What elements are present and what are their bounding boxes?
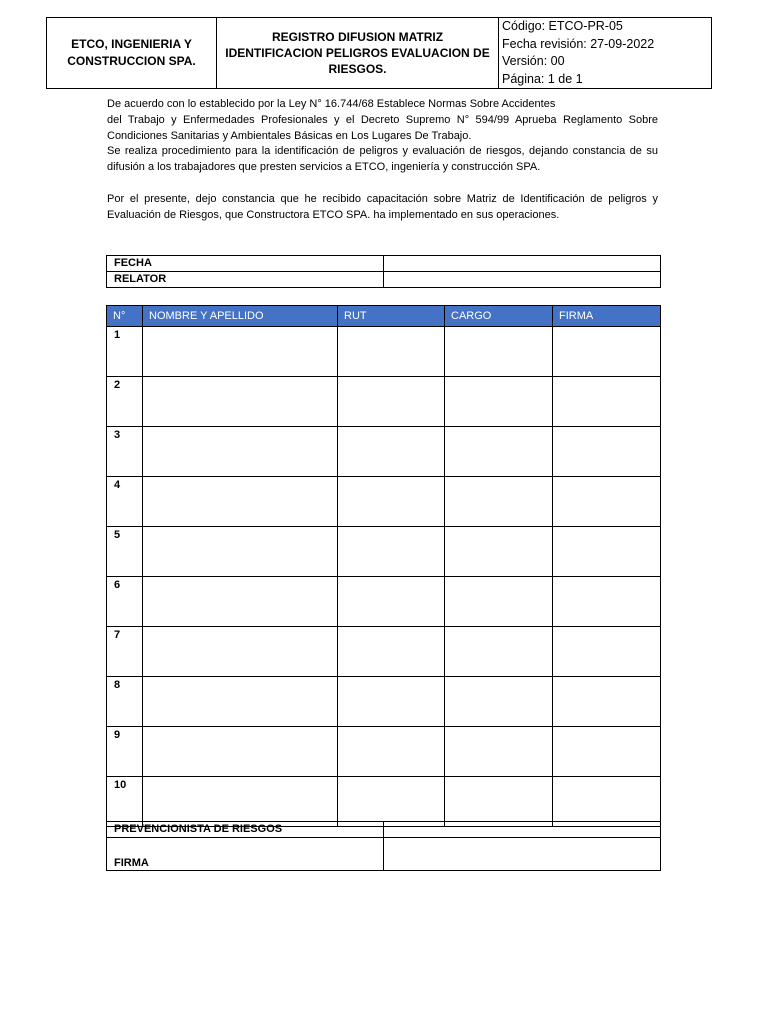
name-cell[interactable] — [143, 377, 338, 427]
cargo-cell[interactable] — [445, 427, 553, 477]
document-control-cell — [499, 18, 712, 89]
intro-line: Se realiza procedimiento para la identificación de peligros y evaluación de riesgos, dejando constancia de su — [107, 145, 658, 158]
intro-line: Evaluación de Riesgos, que Constructora ETCO SPA. ha implementado en sus operaciones. — [107, 208, 560, 221]
firma-cell[interactable] — [553, 577, 661, 627]
intro-line: del Trabajo y Enfermedades Profesionales y el Decreto Supremo N° 594/99 Aprueba Reglamento Sobre — [107, 113, 658, 126]
revision-date: Fecha revisión: 27-09-2022 — [502, 36, 655, 51]
row-number: 2 — [107, 377, 143, 427]
document-header — [46, 17, 712, 89]
column-header-cargo: CARGO — [445, 306, 553, 327]
rut-cell[interactable] — [338, 577, 445, 627]
firma-cell[interactable] — [553, 627, 661, 677]
attendance-header-row — [107, 306, 661, 327]
name-cell[interactable] — [143, 727, 338, 777]
cargo-cell[interactable] — [445, 327, 553, 377]
fecha-label: FECHA — [107, 256, 384, 272]
table-row — [107, 727, 661, 777]
firma-cell[interactable] — [553, 677, 661, 727]
rut-cell[interactable] — [338, 727, 445, 777]
column-header-rut: RUT — [338, 306, 445, 327]
table-row — [107, 577, 661, 627]
row-number: 8 — [107, 677, 143, 727]
column-header-firma: FIRMA — [553, 306, 661, 327]
firma-cell[interactable] — [553, 777, 661, 827]
document-code: Código: ETCO-PR-05 — [502, 19, 623, 33]
prevencionista-field[interactable] — [384, 822, 661, 838]
column-header-number: N° — [107, 306, 143, 327]
row-number: 6 — [107, 577, 143, 627]
cargo-cell[interactable] — [445, 677, 553, 727]
document-title-line2: IDENTIFICACION PELIGROS EVALUACION DE — [225, 46, 490, 60]
row-number: 10 — [107, 777, 143, 827]
relator-field[interactable] — [384, 272, 661, 288]
page-number: Página: 1 de 1 — [502, 71, 583, 86]
company-name-line2: CONSTRUCCION SPA. — [67, 54, 196, 68]
fecha-field[interactable] — [384, 256, 661, 272]
firma-cell[interactable] — [553, 527, 661, 577]
intro-line: difusión a los trabajadores que presten servicios a ETCO, ingeniería y construcción SPA. — [107, 161, 541, 174]
name-cell[interactable] — [143, 527, 338, 577]
cargo-cell[interactable] — [445, 627, 553, 677]
rut-cell[interactable] — [338, 327, 445, 377]
row-number: 3 — [107, 427, 143, 477]
table-row — [107, 777, 661, 827]
firma-cell[interactable] — [553, 727, 661, 777]
table-row — [107, 677, 661, 727]
cargo-cell[interactable] — [445, 527, 553, 577]
row-number: 9 — [107, 727, 143, 777]
row-number: 5 — [107, 527, 143, 577]
name-cell[interactable] — [143, 577, 338, 627]
name-cell[interactable] — [143, 777, 338, 827]
cargo-cell[interactable] — [445, 377, 553, 427]
prevencionista-label: PREVENCIONISTA DE RIESGOS — [107, 822, 384, 838]
relator-label: RELATOR — [107, 272, 384, 288]
rut-cell[interactable] — [338, 527, 445, 577]
rut-cell[interactable] — [338, 627, 445, 677]
intro-line: De acuerdo con lo establecido por la Ley N° 16.744/68 Establece Normas Sobre Accidentes — [107, 98, 556, 110]
firma-field[interactable] — [384, 838, 661, 871]
cargo-cell[interactable] — [445, 727, 553, 777]
table-row — [107, 327, 661, 377]
cargo-cell[interactable] — [445, 477, 553, 527]
column-header-name: NOMBRE Y APELLIDO — [143, 306, 338, 327]
rut-cell[interactable] — [338, 377, 445, 427]
document-title-cell — [217, 18, 499, 89]
cargo-cell[interactable] — [445, 777, 553, 827]
rut-cell[interactable] — [338, 427, 445, 477]
table-row — [107, 527, 661, 577]
table-row — [107, 427, 661, 477]
rut-cell[interactable] — [338, 777, 445, 827]
row-number: 7 — [107, 627, 143, 677]
fecha-relator-table — [106, 255, 661, 288]
firma-cell[interactable] — [553, 377, 661, 427]
document-title-line1: REGISTRO DIFUSION MATRIZ — [271, 30, 444, 44]
firma-cell[interactable] — [553, 327, 661, 377]
name-cell[interactable] — [143, 327, 338, 377]
table-row — [107, 377, 661, 427]
row-number: 4 — [107, 477, 143, 527]
rut-cell[interactable] — [338, 677, 445, 727]
document-version: Versión: 00 — [502, 54, 565, 68]
intro-line: Por el presente, dejo constancia que he recibido capacitación sobre Matriz de Identificación de peligros y — [107, 192, 658, 205]
company-name-cell — [47, 18, 217, 89]
name-cell[interactable] — [143, 677, 338, 727]
prevencionista-table — [106, 821, 661, 871]
name-cell[interactable] — [143, 427, 338, 477]
name-cell[interactable] — [143, 627, 338, 677]
document-title-line3: RIESGOS. — [328, 62, 387, 76]
name-cell[interactable] — [143, 477, 338, 527]
attendance-table — [106, 305, 661, 827]
rut-cell[interactable] — [338, 477, 445, 527]
firma-label: FIRMA — [107, 838, 384, 871]
row-number: 1 — [107, 327, 143, 377]
firma-cell[interactable] — [553, 427, 661, 477]
table-row — [107, 627, 661, 677]
intro-text — [107, 97, 658, 224]
cargo-cell[interactable] — [445, 577, 553, 627]
intro-line: Condiciones Sanitarias y Ambientales Básicas en Los Lugares De Trabajo. — [107, 129, 472, 142]
company-name-line1: ETCO, INGENIERIA Y — [71, 37, 192, 51]
table-row — [107, 477, 661, 527]
firma-cell[interactable] — [553, 477, 661, 527]
